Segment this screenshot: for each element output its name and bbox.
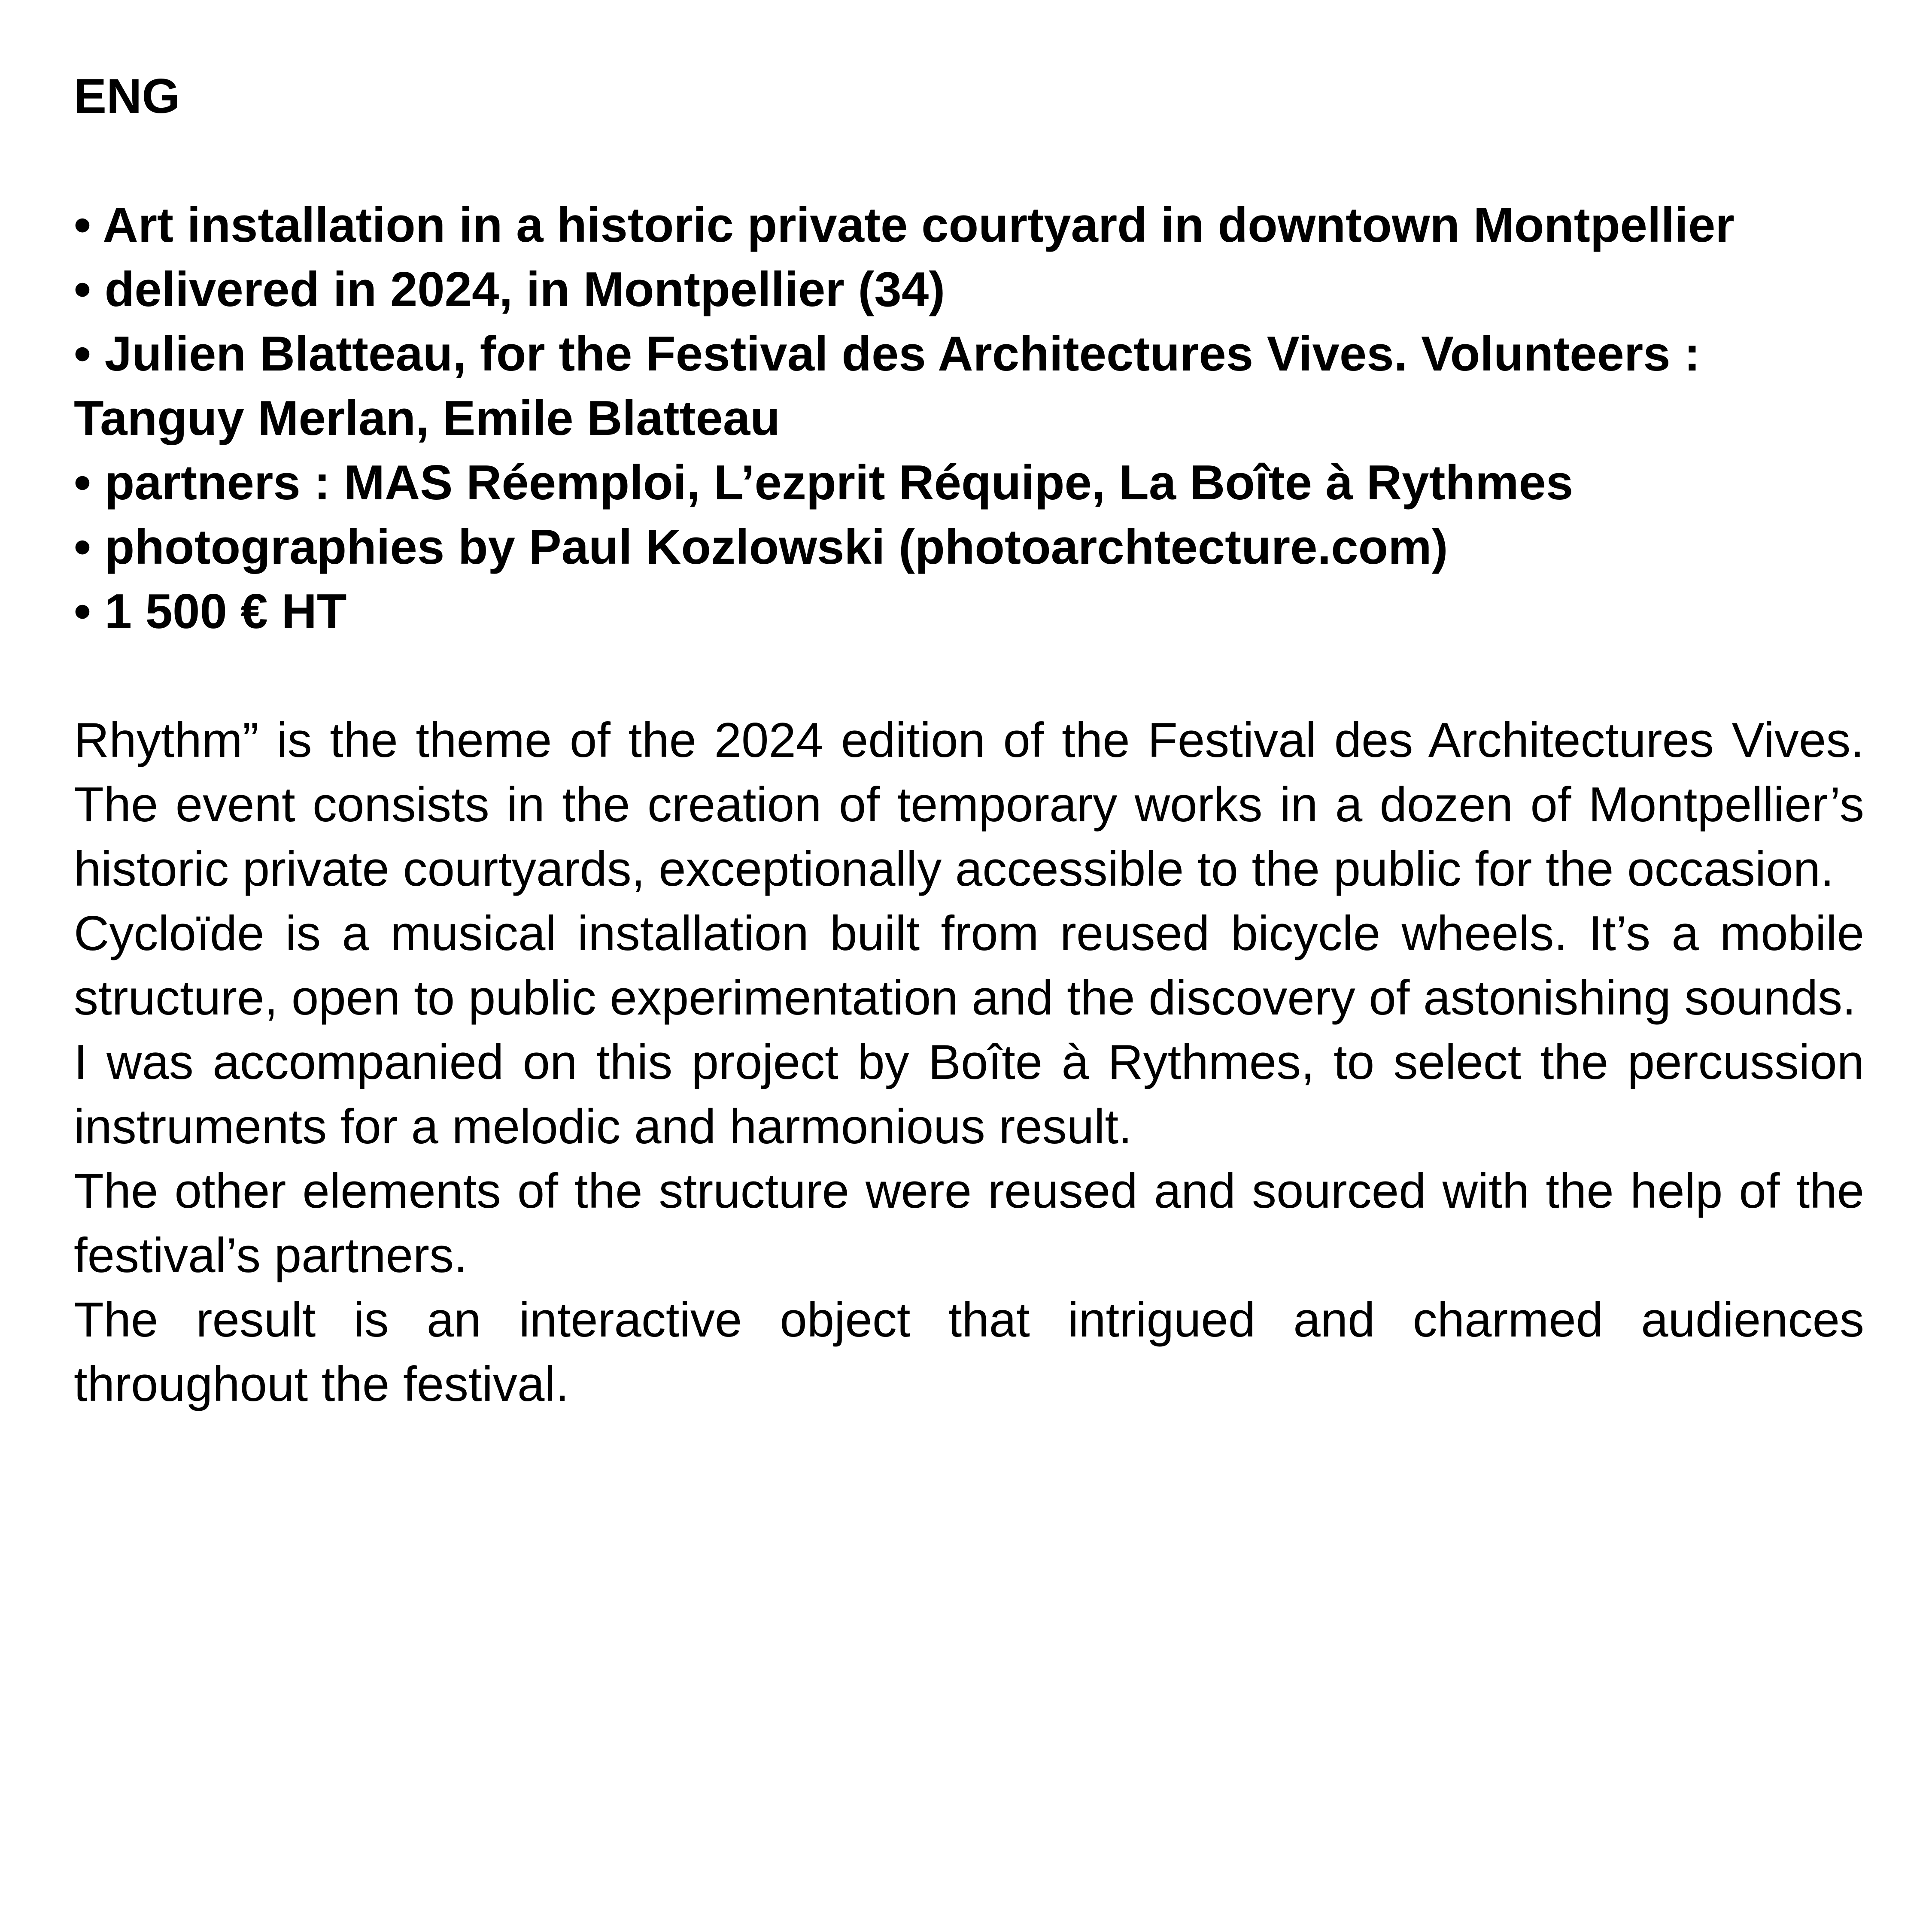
language-label: ENG (74, 69, 180, 124)
paragraph-collaboration: I was accompanied on this project by Boîte à Rythmes, to select the percussion instruments for a melodic and harmonious result. (74, 1035, 1864, 1154)
project-description (74, 708, 1864, 1417)
info-item-photographer: • photographies by Paul Kozlowski (photoarchtecture.com) (74, 520, 1448, 574)
paragraph-installation: Cycloïde is a musical installation built from reused bicycle wheels. It’s a mobile structure, open to public experimentation and the discovery of astonishing sounds. (74, 906, 1864, 1025)
paragraph-result: The result is an interactive object that intrigued and charmed audiences throughout the festival. (74, 1293, 1864, 1412)
project-info-list (74, 193, 1864, 644)
info-item-partners: • partners : MAS Réemploi, L’ezprit Réquipe, La Boîte à Rythmes (74, 456, 1574, 510)
info-item-delivery: • delivered in 2024, in Montpellier (34) (74, 262, 945, 317)
info-item-budget: • 1 500 € HT (74, 584, 347, 639)
document-page (74, 64, 1864, 1417)
info-item-team: • Julien Blatteau, for the Festival des Architectures Vives. Volunteers : Tanguy Merlan, Emile Blatteau (74, 327, 1701, 446)
info-item-description: • Art installation in a historic private courtyard in downtown Montpellier (74, 198, 1735, 252)
paragraph-materials: The other elements of the structure were reused and sourced with the help of the festival’s partners. (74, 1164, 1864, 1283)
paragraph-theme: Rhythm” is the theme of the 2024 edition of the Festival des Architectures Vives. The event consists in the creation of temporary works in a dozen of Montpellier’s historic private courtyards, exceptionally accessible to the public for the occasion. (74, 713, 1864, 896)
